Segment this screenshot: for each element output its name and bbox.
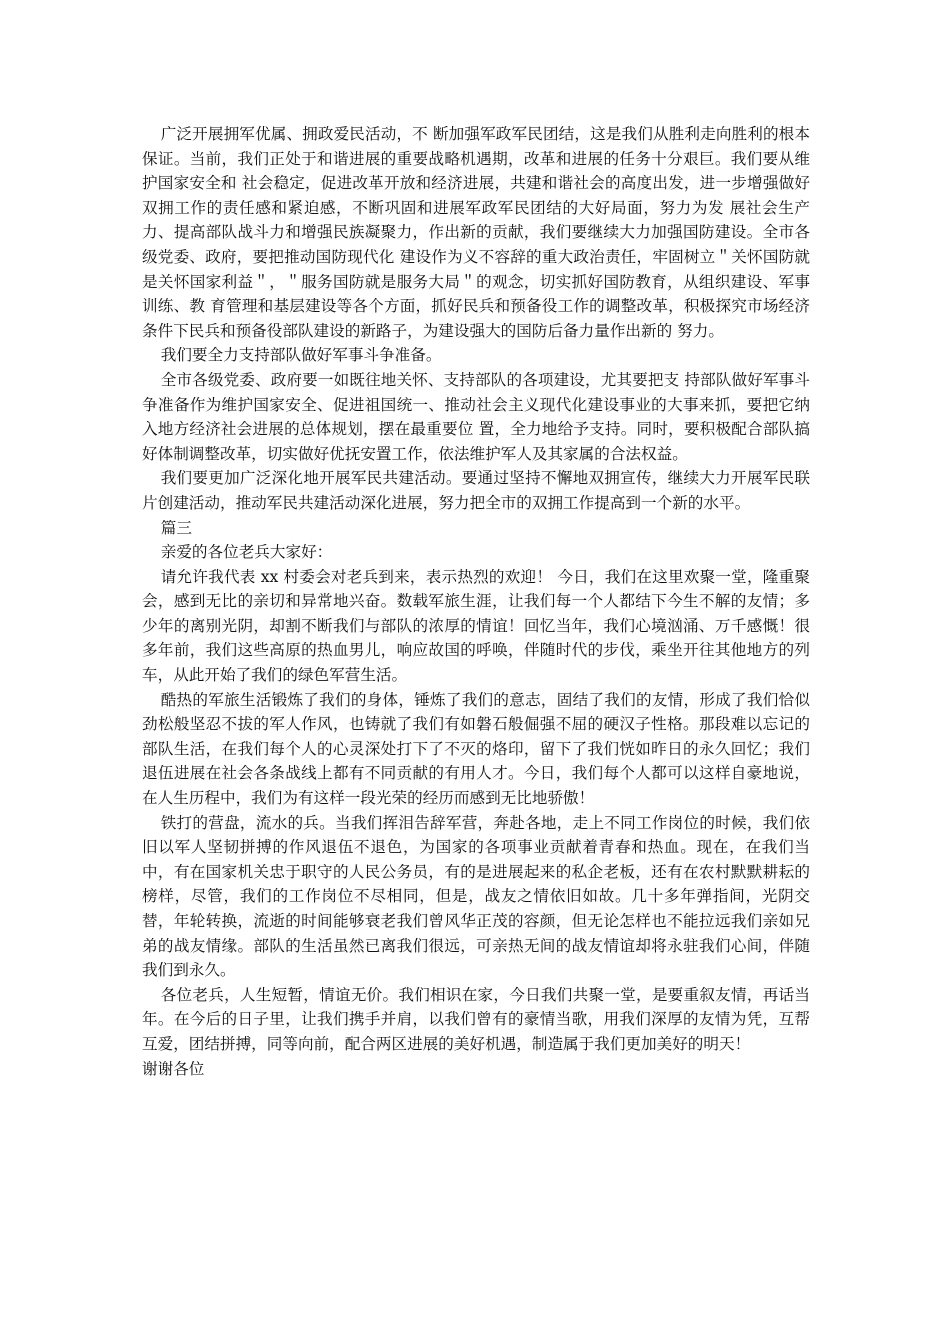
paragraph-iron-barracks: 铁打的营盘，流水的兵。当我们挥泪告辞军营，奔赴各地，走上不同工作岗位的时候，我们依旧以军人坚韧拼搏的作风退伍不退色，为国家的各项事业贡献着青春和热血。现在，在我们当中，有在国家机关忠于职守的人民公务员，有的是进展起来的私企老板，还有在农村默默耕耘的榜样，尽管，我们的工作岗位不尽相同，但是，战友之情依旧如故。几十多年弹指间，光阴交替，年轮转换，流逝的时间能够衰老我们曾风华正茂的容颜，但无论怎样也不能拉远我们亲如兄弟的战友情缘。部队的生活虽然已离我们很远，可亲热无间的战友情谊却将永驻我们心间，伴随我们到永久。 (142, 813, 810, 980)
paragraph-military-preparation: 我们要全力支持部队做好军事斗争准备。 (160, 346, 442, 365)
paragraph-support-military: 广泛开展拥军优属、拥政爱民活动，不 断加强军政军民团结，这是我们从胜利走向胜利的根本保证。当前，我们正处于和谐进展的重要战略机遇期，改革和进展的任务十分艰巨。我们要从维护国家安全和 社会稳定，促进改革开放和经济进展，共建和谐社会的高度出发，进一步增强做好双拥工作的责任感和紧迫感，不断巩固和进展军政军民团结的大好局面，努力为发 展社会生产力、提高部队战斗力和增强民族凝聚力，作出新的贡献，我们要继续大力加强国防建设。全市各级党委、政府，要把推动国防现代化 建设作为义不容辞的重大政治责任，牢固树立＂关怀国防就是关怀国家利益＂，＂服务国防就是服务大局＂的观念，切实抓好国防教育，从组织建设、军事训练、教 育管理和基层建设等各个方面，抓好民兵和预备役工作的调整改革，积极探究市场经济条件下民兵和预备役部队建设的新路子，为建设强大的国防后备力量作出新的 努力。 (142, 125, 810, 340)
paragraph-party-committees: 全市各级党委、政府要一如既往地关怀、支持部队的各项建设，尤其要把支 持部队做好军事斗争准备作为维护国家安全、促进祖国统一、推动社会主义现代化建设事业的大事来抓，要把它纳入地方经济社会进展的总体规划，摆在最重要位 置，全力地给予支持。同时，要积极配合部队搞好体制调整改革，切实做好优抚安置工作，依法维护军人及其家属的合法权益。 (142, 370, 810, 463)
closing-thanks: 谢谢各位 (142, 1059, 205, 1078)
paragraph-closing: 各位老兵，人生短暂，情谊无价。我们相识在家，今日我们共聚一堂，是要重叙友情，再话当年。在今后的日子里，让我们携手并肩，以我们曾有的豪情当歌，用我们深厚的友情为凭，互帮互爱，团结拼搏，同等向前，配合两区进展的美好机遇，制造属于我们更加美好的明天！ (142, 985, 810, 1053)
paragraph-welcome: 请允许我代表 xx 村委会对老兵到来，表示热烈的欢迎！ 今日，我们在这里欢聚一堂，隆重聚会，感到无比的亲切和异常地兴奋。数载军旅生涯，让我们每一个人都结下今生不解的友情；多少年的离别光阴，却割不断我们与部队的浓厚的情谊！回忆当年，我们心境汹涌、万千感慨！很多年前，我们这些高原的热血男儿，响应故国的呼唤，伴随时代的步伐，乘坐开往其他地方的列车，从此开始了我们的绿色军营生活。 (142, 567, 810, 685)
salutation: 亲爱的各位老兵大家好： (160, 543, 333, 562)
paragraph-joint-construction: 我们要更加广泛深化地开展军民共建活动。要通过坚持不懈地双拥宣传，继续大力开展军民联片创建活动，推动军民共建活动深化进展，努力把全市的双拥工作提高到一个新的水平。 (142, 469, 810, 512)
section-heading-part-three: 篇三 (160, 518, 192, 537)
paragraph-military-life: 酷热的军旅生活锻炼了我们的身体，锤炼了我们的意志，固结了我们的友情，形成了我们恰似劲松般坚忍不拔的军人作风，也铸就了我们有如磐石般倔强不屈的硬汉子性格。那段难以忘记的部队生活，在我们每个人的心灵深处打下了不灭的烙印，留下了我们恍如昨日的永久回忆；我们退伍进展在社会各条战线上都有不同贡献的有用人才。今日，我们每个人都可以这样自豪地说，在人生历程中，我们为有这样一段光荣的经历而感到无比地骄傲！ (142, 690, 810, 808)
document-body (142, 122, 810, 1081)
